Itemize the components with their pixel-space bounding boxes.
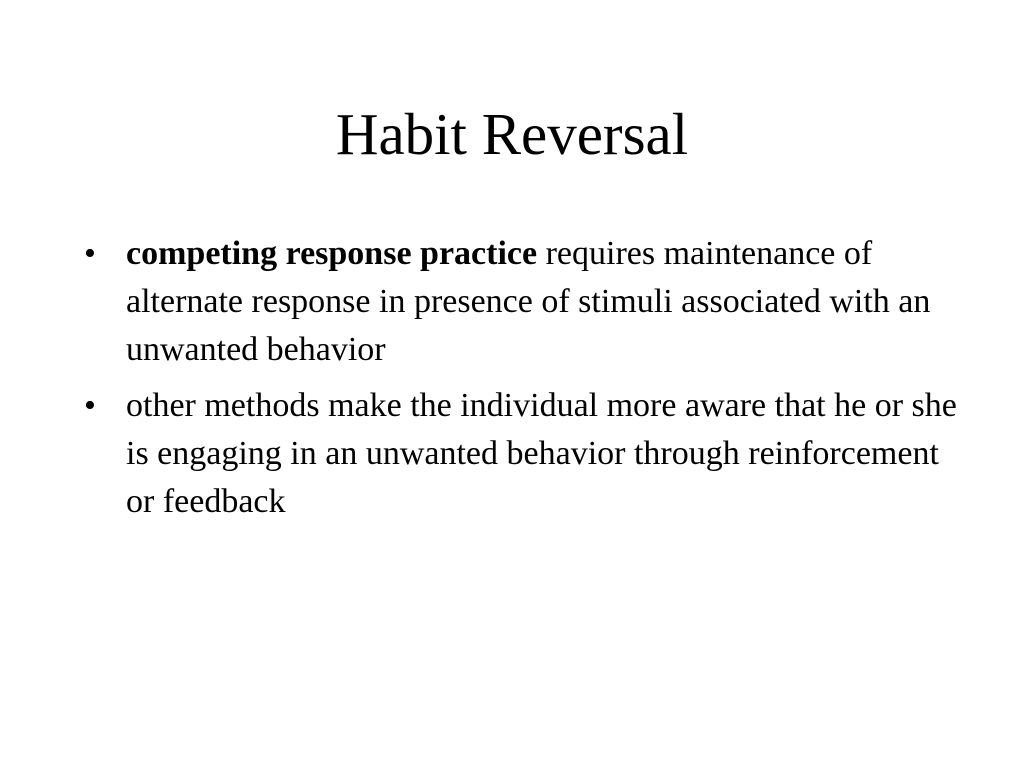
bullet-text: requires maintenance of alternate response in presence of stimuli associated with an unwanted behavior bbox=[126, 235, 931, 368]
bullet-text: other methods make the individual more aware that he or she is engaging in an unwanted behavior through reinforcement or feedback bbox=[126, 387, 957, 520]
bullet-dot-icon: • bbox=[84, 235, 96, 272]
slide-title: Habit Reversal bbox=[335, 101, 689, 167]
bullet-list bbox=[84, 230, 964, 534]
bullet-item bbox=[84, 382, 964, 526]
bullet-dot-icon: • bbox=[84, 387, 96, 424]
bullet-item bbox=[84, 230, 964, 374]
bullet-term: competing response practice bbox=[126, 235, 538, 272]
